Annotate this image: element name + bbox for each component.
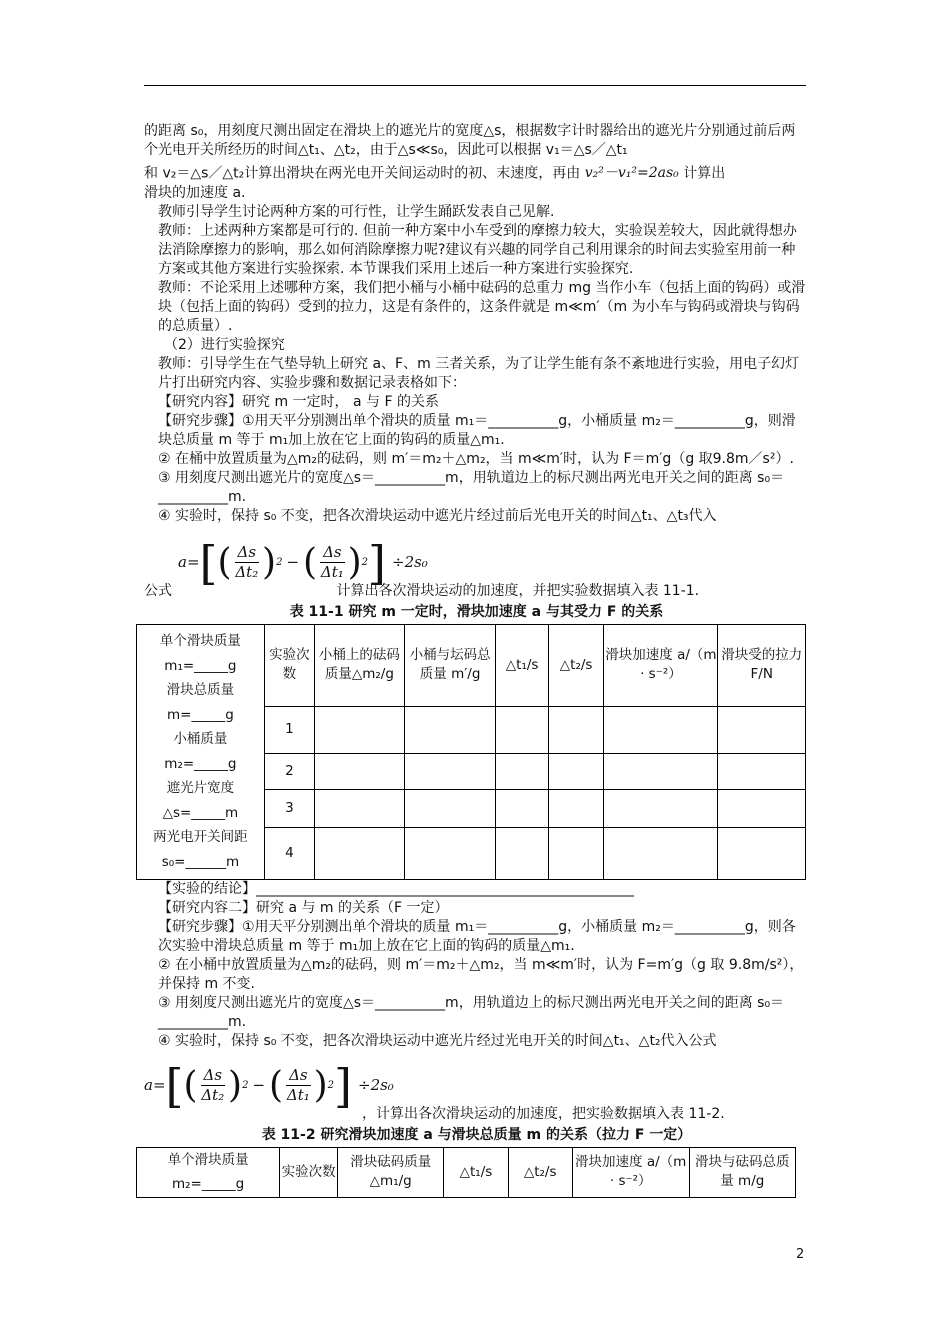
numerator: Δs: [235, 543, 260, 563]
paren: ): [313, 1064, 328, 1106]
row-number: 2: [264, 753, 314, 789]
denominator: Δt₂: [201, 1086, 225, 1104]
table-cell[interactable]: [548, 753, 603, 789]
row-number: 4: [264, 827, 314, 879]
paren: ): [347, 541, 362, 583]
table1: [136, 624, 806, 880]
table-cell[interactable]: [718, 827, 806, 879]
setup-line: m₁=_____g: [164, 657, 237, 674]
fraction: [201, 1066, 226, 1105]
paren: ): [262, 541, 277, 583]
table-cell[interactable]: [718, 753, 806, 789]
section-heading: （2）进行实验探究: [164, 336, 285, 353]
setup-line: △s=_____m: [162, 804, 239, 821]
fraction: [320, 543, 345, 582]
fraction: [286, 1066, 311, 1105]
table-cell[interactable]: [604, 827, 718, 879]
setup-line: 小桶质量: [173, 731, 228, 747]
research-step: 【研究步骤】①用天平分别测出单个滑块的质量 m₁＝__________g，小桶质量 m₂＝__________g，则各次实验中滑块总质量 m 等于 m₁加上放在它上面的钩码的质量△m₁.: [158, 918, 796, 954]
research-content: 【研究内容二】研究 a 与 m 的关系（F 一定）: [158, 899, 449, 916]
setup-line: 单个滑块质量: [167, 1152, 249, 1168]
paragraph: 的距离 s₀，用刻度尺测出固定在滑块上的遮光片的宽度△s，根据数字计时器给出的遮光片分别通过前后两个光电开关所经历的时间△t₁、△t₂，由于△s≪s₀，因此可以根据 v₁＝△s／△t₁: [144, 123, 796, 158]
paren: (: [303, 541, 318, 583]
table-cell[interactable]: [604, 706, 718, 753]
table-cell[interactable]: [314, 789, 404, 827]
research-step: ④ 实验时，保持 s₀ 不变，把各次滑块运动中遮光片经过光电开关的时间△t₁、△t₂代入公式: [158, 1032, 717, 1049]
table-cell[interactable]: [404, 753, 496, 789]
table-cell[interactable]: [604, 789, 718, 827]
minus-sign: −: [286, 553, 300, 571]
table-cell[interactable]: [314, 827, 404, 879]
text-fragment: 计算出: [683, 165, 726, 182]
setup-line: 滑块总质量: [166, 682, 235, 698]
research-step: ② 在桶中放置质量为△m₂的砝码，则 m′＝m₂＋△m₂，当 m≪m′时，认为 F＝m′g（g 取9.8m／s²）.: [158, 450, 794, 467]
conclusion: 【实验的结论】______________________________________________________: [158, 880, 634, 897]
paragraph: 教师引导学生讨论两种方案的可行性，让学生踊跃发表自己见解.: [158, 203, 555, 220]
table-cell[interactable]: [314, 706, 404, 753]
setup-line: m₂=_____g: [171, 1176, 245, 1192]
table2-setup-cell: [137, 1147, 280, 1197]
formula-divisor: ÷2s₀: [392, 553, 428, 571]
table-cell[interactable]: [548, 706, 603, 753]
table-cell[interactable]: [314, 753, 404, 789]
exponent: 2: [276, 557, 283, 568]
exponent: 2: [361, 557, 369, 568]
paragraph: 滑块的加速度 a.: [144, 184, 246, 201]
bracket: [: [199, 535, 218, 590]
table1-setup-cell: [137, 624, 265, 879]
denominator: Δt₁: [286, 1086, 310, 1104]
denominator: Δt₂: [235, 563, 259, 581]
table-cell[interactable]: [404, 789, 496, 827]
research-content: 【研究内容】研究 m 一定时， a 与 F 的关系: [158, 393, 439, 410]
setup-line: 单个滑块质量: [159, 633, 241, 649]
table-header: 滑块砝码质量△m₁/g: [338, 1147, 444, 1197]
table-cell[interactable]: [718, 706, 806, 753]
paren: (: [183, 1064, 198, 1106]
research-step: ④ 实验时，保持 s₀ 不变，把各次滑块运动中遮光片经过前后光电开关的时间△t₁、△t₃代入: [158, 507, 717, 524]
row-number: 1: [264, 706, 314, 753]
numerator: Δs: [286, 1066, 311, 1086]
table-header: 小桶上的砝码质量△m₂/g: [314, 624, 404, 706]
table-cell[interactable]: [496, 827, 549, 879]
text-fragment: 公式: [144, 582, 172, 599]
table-header: △t₁/s: [496, 624, 549, 706]
research-step: ② 在小桶中放置质量为△m₂的砝码，则 m′＝m₂＋△m₂，当 m≪m′时，认为 F=m′g（g 取 9.8m/s²），并保持 m 不变.: [158, 956, 804, 992]
numerator: Δs: [201, 1066, 226, 1086]
table-cell[interactable]: [548, 827, 603, 879]
formula-divisor: ÷2s₀: [358, 1076, 394, 1094]
exponent: 2: [242, 1080, 249, 1091]
table-header: △t₁/s: [444, 1147, 508, 1197]
formula-lhs: a=: [144, 1076, 166, 1094]
header-rule: [144, 85, 806, 86]
table-cell[interactable]: [718, 789, 806, 827]
paragraph: 教师：上述两种方案都是可行的. 但前一种方案中小车受到的摩擦力较大，实验误差较大，因此就得想办法消除摩擦力的影响，那么如何消除摩擦力呢?建议有兴趣的同学自己利用课余的时间去实验室用前一种方案或其他方案进行实验探索. 本节课我们采用上述后一种方案进行实验探究.: [158, 222, 797, 277]
document-body: [144, 122, 809, 1198]
table2: [136, 1147, 796, 1198]
table1-caption: 表 11-1 研究 m 一定时，滑块加速度 a 与其受力 F 的关系: [289, 603, 664, 620]
table-header: 小桶与坛码总质量 m′/g: [404, 624, 496, 706]
research-step: ③ 用刻度尺测出遮光片的宽度△s＝__________m，用轨道边上的标尺测出两光电开关之间的距离 s₀＝__________m.: [158, 994, 785, 1030]
bracket: ]: [334, 1058, 352, 1113]
denominator: Δt₁: [320, 563, 344, 581]
table-cell[interactable]: [548, 789, 603, 827]
research-step: 【研究步骤】①用天平分别测出单个滑块的质量 m₁＝__________g，小桶质量 m₂＝__________g，则滑块总质量 m 等于 m₁加上放在它上面的钩码的质量△m₁.: [158, 412, 796, 448]
table-header: 滑块加速度 a/（m · s⁻²）: [604, 624, 718, 706]
table-header: 滑块加速度 a/（m · s⁻²）: [572, 1147, 689, 1197]
text-fragment: ，计算出各次滑块运动的加速度，把实验数据填入表 11-2.: [362, 1105, 725, 1122]
numerator: Δs: [320, 543, 345, 563]
setup-line: s₀=______m: [161, 853, 240, 870]
setup-line: 遮光片宽度: [166, 780, 235, 796]
minus-sign: −: [252, 1076, 266, 1094]
row-number: 3: [264, 789, 314, 827]
table-header: △t₂/s: [508, 1147, 572, 1197]
exponent: 2: [327, 1080, 335, 1091]
table-cell[interactable]: [604, 753, 718, 789]
paren: ): [228, 1064, 243, 1106]
velocity-formula: v₂²－v₁²=2as₀: [584, 165, 679, 181]
table-header: △t₂/s: [548, 624, 603, 706]
table-cell[interactable]: [496, 753, 549, 789]
table-header: 实验次数: [264, 624, 314, 706]
table-header: 滑块受的拉力 F/N: [718, 624, 806, 706]
paragraph: 教师：不论采用上述哪种方案，我们把小桶与小桶中砝码的总重力 mg 当作小车（包括上面的钩码）或滑块（包括上面的钩码）受到的拉力，这是有条件的，这条件就是 m≪m′（m 为小车与钩码或滑块与钩码的总质量）.: [158, 279, 806, 334]
text-fragment: 和 v₂＝△s／△t₂计算出滑块在两光电开关间运动时的初、末速度，再由: [144, 165, 581, 182]
setup-line: m₂=_____g: [164, 755, 237, 772]
setup-line: 两光电开关间距: [153, 829, 248, 845]
table-cell[interactable]: [404, 827, 496, 879]
paragraph: [144, 1105, 809, 1124]
table2-caption: 表 11-2 研究滑块加速度 a 与滑块总质量 m 的关系（拉力 F 一定）: [261, 1126, 692, 1143]
paren: (: [217, 541, 232, 583]
bracket: ]: [368, 535, 386, 590]
table-cell[interactable]: [404, 706, 496, 753]
table-header: 实验次数: [280, 1147, 338, 1197]
text-fragment: 计算出各次滑块运动的加速度，并把实验数据填入表 11-1.: [336, 582, 700, 599]
table-header: 滑块与砝码总质量 m/g: [689, 1147, 795, 1197]
research-step: ③ 用刻度尺测出遮光片的宽度△s＝__________m，用轨道边上的标尺测出两光电开关之间的距离 s₀＝__________m.: [158, 469, 785, 505]
paragraph: 教师：引导学生在气垫导轨上研究 a、F、m 三者关系，为了让学生能有条不紊地进行实验，用电子幻灯片打出研究内容、实验步骤和数据记录表格如下：: [158, 355, 800, 391]
table-cell[interactable]: [496, 789, 549, 827]
paragraph: [144, 164, 809, 184]
setup-line: m=_____g: [167, 706, 234, 723]
formula-lhs: a=: [178, 553, 200, 571]
paragraph: [144, 582, 809, 601]
bracket: [: [165, 1058, 184, 1113]
fraction: [235, 543, 260, 582]
page-number: 2: [796, 1247, 805, 1262]
paren: (: [269, 1064, 284, 1106]
table-cell[interactable]: [496, 706, 549, 753]
